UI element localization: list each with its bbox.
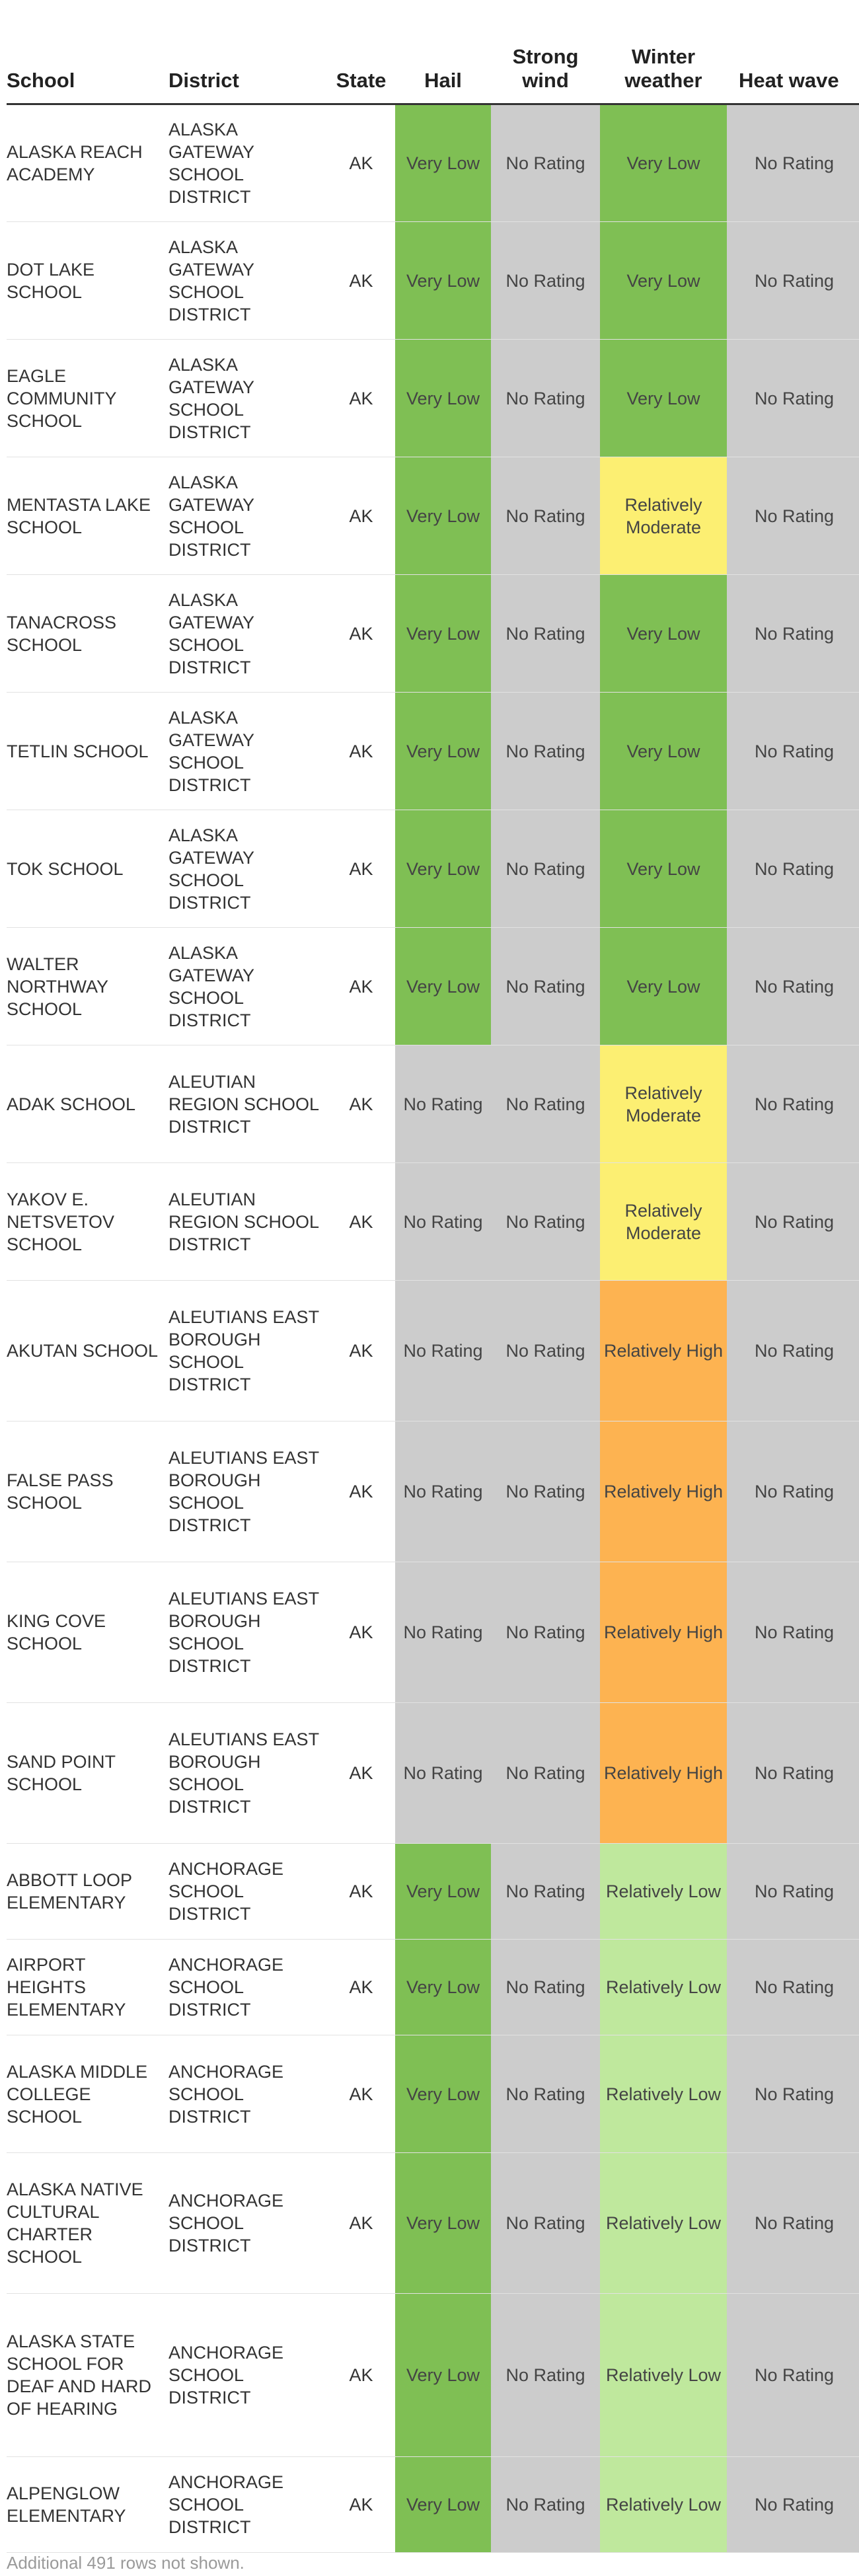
winter-weather-rating-cell: Relatively High bbox=[600, 1703, 727, 1844]
state-cell: AK bbox=[327, 1703, 395, 1844]
heat-wave-rating-cell: No Rating bbox=[727, 1940, 859, 2035]
district-cell: ALASKA GATEWAY SCHOOL DISTRICT bbox=[168, 928, 327, 1045]
state-cell: AK bbox=[327, 575, 395, 693]
winter-weather-rating-cell: Relatively Low bbox=[600, 2457, 727, 2553]
school-cell: MENTASTA LAKE SCHOOL bbox=[7, 457, 168, 575]
winter-weather-rating-cell: Relatively Moderate bbox=[600, 1163, 727, 1281]
hail-rating-cell: Very Low bbox=[395, 810, 491, 928]
winter-weather-rating-cell: Relatively Low bbox=[600, 2153, 727, 2294]
heat-wave-rating-cell: No Rating bbox=[727, 1844, 859, 1940]
strong-wind-line1: Strong bbox=[512, 45, 579, 68]
table-row bbox=[7, 1562, 859, 1703]
district-cell: ALASKA GATEWAY SCHOOL DISTRICT bbox=[168, 222, 327, 340]
state-cell: AK bbox=[327, 928, 395, 1045]
col-header-winter-weather[interactable] bbox=[600, 0, 727, 104]
table-row bbox=[7, 928, 859, 1045]
school-cell: AKUTAN SCHOOL bbox=[7, 1281, 168, 1421]
school-cell: ALASKA NATIVE CULTURAL CHARTER SCHOOL bbox=[7, 2153, 168, 2294]
strong-wind-rating-cell: No Rating bbox=[491, 457, 600, 575]
district-cell: ALEUTIANS EAST BOROUGH SCHOOL DISTRICT bbox=[168, 1421, 327, 1562]
state-cell: AK bbox=[327, 457, 395, 575]
strong-wind-rating-cell: No Rating bbox=[491, 1940, 600, 2035]
hail-rating-cell: No Rating bbox=[395, 1163, 491, 1281]
state-cell: AK bbox=[327, 1562, 395, 1703]
table-row bbox=[7, 1940, 859, 2035]
winter-weather-rating-cell: Relatively High bbox=[600, 1421, 727, 1562]
school-hazard-table bbox=[7, 0, 859, 2553]
strong-wind-rating-cell: No Rating bbox=[491, 1163, 600, 1281]
state-cell: AK bbox=[327, 1940, 395, 2035]
heat-wave-rating-cell: No Rating bbox=[727, 1045, 859, 1163]
hail-rating-cell: Very Low bbox=[395, 2153, 491, 2294]
school-cell: FALSE PASS SCHOOL bbox=[7, 1421, 168, 1562]
heat-wave-rating-cell: No Rating bbox=[727, 1421, 859, 1562]
heat-wave-rating-cell: No Rating bbox=[727, 104, 859, 222]
heat-wave-rating-cell: No Rating bbox=[727, 1281, 859, 1421]
state-cell: AK bbox=[327, 810, 395, 928]
winter-weather-rating-cell: Very Low bbox=[600, 810, 727, 928]
hail-rating-cell: No Rating bbox=[395, 1421, 491, 1562]
state-cell: AK bbox=[327, 1281, 395, 1421]
school-cell: TETLIN SCHOOL bbox=[7, 693, 168, 810]
winter-weather-line1: Winter bbox=[631, 45, 696, 68]
school-cell: ALASKA MIDDLE COLLEGE SCHOOL bbox=[7, 2035, 168, 2153]
heat-wave-rating-cell: No Rating bbox=[727, 928, 859, 1045]
table-viewport bbox=[7, 0, 839, 2553]
heat-wave-rating-cell: No Rating bbox=[727, 810, 859, 928]
district-cell: ALASKA GATEWAY SCHOOL DISTRICT bbox=[168, 457, 327, 575]
hail-rating-cell: Very Low bbox=[395, 340, 491, 457]
table-row bbox=[7, 575, 859, 693]
table-row bbox=[7, 1844, 859, 1940]
hail-rating-cell: Very Low bbox=[395, 575, 491, 693]
district-cell: ANCHORAGE SCHOOL DISTRICT bbox=[168, 2153, 327, 2294]
winter-weather-line2: weather bbox=[624, 69, 702, 92]
table-row bbox=[7, 810, 859, 928]
col-header-district[interactable]: District bbox=[168, 0, 327, 104]
school-cell: KING COVE SCHOOL bbox=[7, 1562, 168, 1703]
district-cell: ANCHORAGE SCHOOL DISTRICT bbox=[168, 1844, 327, 1940]
state-cell: AK bbox=[327, 2294, 395, 2457]
strong-wind-rating-cell: No Rating bbox=[491, 1562, 600, 1703]
hail-rating-cell: No Rating bbox=[395, 1562, 491, 1703]
school-cell: ALASKA STATE SCHOOL FOR DEAF AND HARD OF HEARING bbox=[7, 2294, 168, 2457]
strong-wind-rating-cell: No Rating bbox=[491, 1045, 600, 1163]
heat-wave-rating-cell: No Rating bbox=[727, 1703, 859, 1844]
heat-wave-rating-cell: No Rating bbox=[727, 2035, 859, 2153]
heat-wave-rating-cell: No Rating bbox=[727, 1163, 859, 1281]
table-row bbox=[7, 1281, 859, 1421]
state-cell: AK bbox=[327, 2457, 395, 2553]
state-cell: AK bbox=[327, 340, 395, 457]
strong-wind-rating-cell: No Rating bbox=[491, 1421, 600, 1562]
strong-wind-rating-cell: No Rating bbox=[491, 1281, 600, 1421]
table-row bbox=[7, 340, 859, 457]
district-cell: ALEUTIANS EAST BOROUGH SCHOOL DISTRICT bbox=[168, 1703, 327, 1844]
hail-rating-cell: No Rating bbox=[395, 1703, 491, 1844]
winter-weather-rating-cell: Relatively Moderate bbox=[600, 457, 727, 575]
winter-weather-rating-cell: Very Low bbox=[600, 222, 727, 340]
strong-wind-rating-cell: No Rating bbox=[491, 2457, 600, 2553]
hail-rating-cell: Very Low bbox=[395, 457, 491, 575]
table-row bbox=[7, 2294, 859, 2457]
district-cell: ALEUTIANS EAST BOROUGH SCHOOL DISTRICT bbox=[168, 1562, 327, 1703]
winter-weather-rating-cell: Very Low bbox=[600, 693, 727, 810]
strong-wind-rating-cell: No Rating bbox=[491, 810, 600, 928]
strong-wind-rating-cell: No Rating bbox=[491, 928, 600, 1045]
table-row bbox=[7, 457, 859, 575]
strong-wind-rating-cell: No Rating bbox=[491, 1844, 600, 1940]
state-cell: AK bbox=[327, 104, 395, 222]
strong-wind-rating-cell: No Rating bbox=[491, 340, 600, 457]
heat-wave-rating-cell: No Rating bbox=[727, 2457, 859, 2553]
district-cell: ANCHORAGE SCHOOL DISTRICT bbox=[168, 2457, 327, 2553]
heat-wave-rating-cell: No Rating bbox=[727, 2294, 859, 2457]
col-header-school[interactable]: School bbox=[7, 0, 168, 104]
strong-wind-rating-cell: No Rating bbox=[491, 2294, 600, 2457]
strong-wind-rating-cell: No Rating bbox=[491, 104, 600, 222]
table-row bbox=[7, 222, 859, 340]
school-cell: ADAK SCHOOL bbox=[7, 1045, 168, 1163]
table-row bbox=[7, 2153, 859, 2294]
winter-weather-rating-cell: Relatively Moderate bbox=[600, 1045, 727, 1163]
winter-weather-rating-cell: Relatively High bbox=[600, 1281, 727, 1421]
hail-rating-cell: Very Low bbox=[395, 104, 491, 222]
district-cell: ALASKA GATEWAY SCHOOL DISTRICT bbox=[168, 575, 327, 693]
strong-wind-rating-cell: No Rating bbox=[491, 2153, 600, 2294]
hail-rating-cell: Very Low bbox=[395, 2294, 491, 2457]
school-cell: YAKOV E. NETSVETOV SCHOOL bbox=[7, 1163, 168, 1281]
hail-rating-cell: Very Low bbox=[395, 1844, 491, 1940]
heat-wave-rating-cell: No Rating bbox=[727, 2153, 859, 2294]
hail-rating-cell: Very Low bbox=[395, 928, 491, 1045]
school-cell: EAGLE COMMUNITY SCHOOL bbox=[7, 340, 168, 457]
district-cell: ALASKA GATEWAY SCHOOL DISTRICT bbox=[168, 340, 327, 457]
col-header-strong-wind[interactable] bbox=[491, 0, 600, 104]
heat-wave-rating-cell: No Rating bbox=[727, 457, 859, 575]
school-cell: DOT LAKE SCHOOL bbox=[7, 222, 168, 340]
heat-wave-rating-cell: No Rating bbox=[727, 222, 859, 340]
col-header-heat-wave[interactable]: Heat wave bbox=[727, 0, 859, 104]
district-cell: ANCHORAGE SCHOOL DISTRICT bbox=[168, 1940, 327, 2035]
col-header-hail[interactable]: Hail bbox=[395, 0, 491, 104]
strong-wind-line2: wind bbox=[522, 69, 569, 92]
table-body bbox=[7, 104, 859, 2553]
strong-wind-rating-cell: No Rating bbox=[491, 2035, 600, 2153]
state-cell: AK bbox=[327, 222, 395, 340]
state-cell: AK bbox=[327, 1844, 395, 1940]
table-header bbox=[7, 0, 859, 104]
winter-weather-rating-cell: Very Low bbox=[600, 575, 727, 693]
winter-weather-rating-cell: Relatively Low bbox=[600, 1940, 727, 2035]
table-row bbox=[7, 693, 859, 810]
hail-rating-cell: No Rating bbox=[395, 1045, 491, 1163]
winter-weather-rating-cell: Very Low bbox=[600, 340, 727, 457]
school-cell: ABBOTT LOOP ELEMENTARY bbox=[7, 1844, 168, 1940]
state-cell: AK bbox=[327, 1421, 395, 1562]
rows-not-shown-note: Additional 491 rows not shown. bbox=[7, 2553, 244, 2573]
heat-wave-rating-cell: No Rating bbox=[727, 575, 859, 693]
table-row bbox=[7, 1703, 859, 1844]
school-cell: WALTER NORTHWAY SCHOOL bbox=[7, 928, 168, 1045]
winter-weather-rating-cell: Relatively Low bbox=[600, 2035, 727, 2153]
strong-wind-rating-cell: No Rating bbox=[491, 222, 600, 340]
table-row bbox=[7, 2035, 859, 2153]
table-row bbox=[7, 1045, 859, 1163]
table-row bbox=[7, 1421, 859, 1562]
state-cell: AK bbox=[327, 1045, 395, 1163]
school-cell: SAND POINT SCHOOL bbox=[7, 1703, 168, 1844]
state-cell: AK bbox=[327, 2035, 395, 2153]
district-cell: ANCHORAGE SCHOOL DISTRICT bbox=[168, 2294, 327, 2457]
district-cell: ALASKA GATEWAY SCHOOL DISTRICT bbox=[168, 810, 327, 928]
table-row bbox=[7, 2457, 859, 2553]
winter-weather-rating-cell: Very Low bbox=[600, 928, 727, 1045]
strong-wind-rating-cell: No Rating bbox=[491, 693, 600, 810]
hail-rating-cell: Very Low bbox=[395, 693, 491, 810]
strong-wind-rating-cell: No Rating bbox=[491, 1703, 600, 1844]
table-row bbox=[7, 104, 859, 222]
winter-weather-rating-cell: Relatively Low bbox=[600, 1844, 727, 1940]
heat-wave-rating-cell: No Rating bbox=[727, 340, 859, 457]
school-cell: TANACROSS SCHOOL bbox=[7, 575, 168, 693]
school-cell: ALPENGLOW ELEMENTARY bbox=[7, 2457, 168, 2553]
hail-rating-cell: Very Low bbox=[395, 1940, 491, 2035]
district-cell: ALASKA GATEWAY SCHOOL DISTRICT bbox=[168, 104, 327, 222]
hail-rating-cell: Very Low bbox=[395, 2457, 491, 2553]
district-cell: ALEUTIANS EAST BOROUGH SCHOOL DISTRICT bbox=[168, 1281, 327, 1421]
winter-weather-rating-cell: Relatively High bbox=[600, 1562, 727, 1703]
hail-rating-cell: Very Low bbox=[395, 222, 491, 340]
state-cell: AK bbox=[327, 693, 395, 810]
strong-wind-rating-cell: No Rating bbox=[491, 575, 600, 693]
school-cell: ALASKA REACH ACADEMY bbox=[7, 104, 168, 222]
hail-rating-cell: No Rating bbox=[395, 1281, 491, 1421]
district-cell: ALEUTIAN REGION SCHOOL DISTRICT bbox=[168, 1163, 327, 1281]
school-cell: AIRPORT HEIGHTS ELEMENTARY bbox=[7, 1940, 168, 2035]
table-row bbox=[7, 1163, 859, 1281]
hail-rating-cell: Very Low bbox=[395, 2035, 491, 2153]
state-cell: AK bbox=[327, 2153, 395, 2294]
district-cell: ANCHORAGE SCHOOL DISTRICT bbox=[168, 2035, 327, 2153]
district-cell: ALEUTIAN REGION SCHOOL DISTRICT bbox=[168, 1045, 327, 1163]
district-cell: ALASKA GATEWAY SCHOOL DISTRICT bbox=[168, 693, 327, 810]
state-cell: AK bbox=[327, 1163, 395, 1281]
winter-weather-rating-cell: Relatively Low bbox=[600, 2294, 727, 2457]
winter-weather-rating-cell: Very Low bbox=[600, 104, 727, 222]
header-row bbox=[7, 0, 859, 104]
heat-wave-rating-cell: No Rating bbox=[727, 693, 859, 810]
school-cell: TOK SCHOOL bbox=[7, 810, 168, 928]
col-header-state[interactable]: State bbox=[327, 0, 395, 104]
heat-wave-rating-cell: No Rating bbox=[727, 1562, 859, 1703]
